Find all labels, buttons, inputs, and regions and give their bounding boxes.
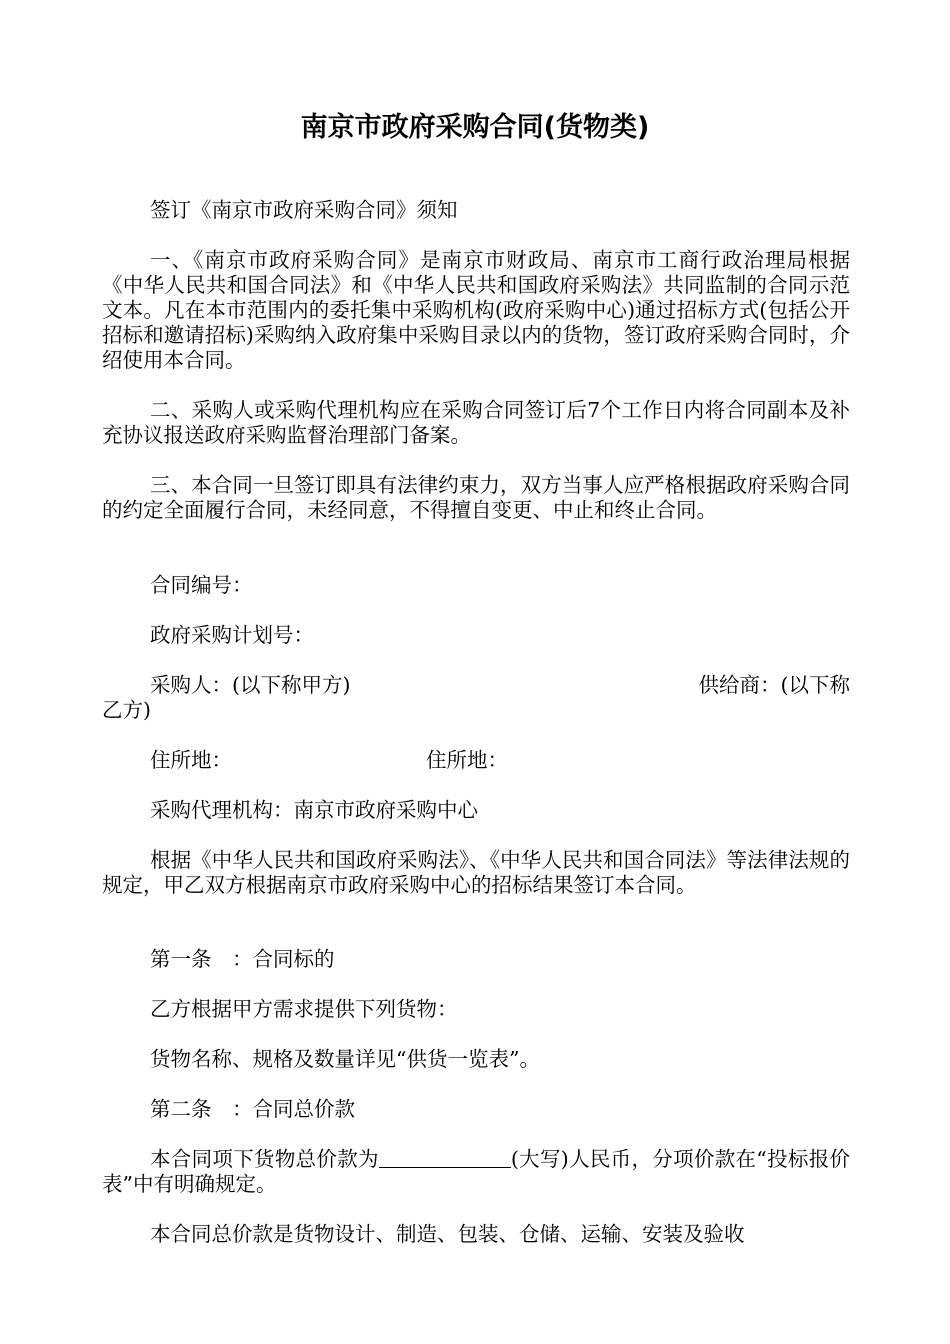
total-price-paragraph [102, 1147, 850, 1197]
price-scope-paragraph: 本合同总价款是货物设计、制造、包装、仓储、运输、安装及验收 [150, 1222, 745, 1246]
goods-detail: 货物名称、规格及数量详见“供货一览表”。 [150, 1047, 540, 1071]
supplier-address-label: 住所地： [426, 748, 508, 772]
total-price-blank [379, 1147, 511, 1168]
legal-basis-paragraph: 根据《中华人民共和国政府采购法》、《中华人民共和国合同法》等法律法规的规定，甲乙双方根据南京市政府采购中心的招标结果签订本合同。 [102, 848, 850, 897]
buyer-label: 采购人：(以下称甲方) [150, 673, 351, 697]
total-price-text-start: 本合同项下货物总价款为 [150, 1147, 379, 1171]
article-2-heading: 第二条 ：合同总价款 [150, 1097, 355, 1121]
notice-paragraph-3: 三、本合同一旦签订即具有法律约束力，双方当事人应严格根据政府采购合同的约定全面履行合同，未经同意，不得擅自变更、中止和终止合同。 [102, 473, 850, 522]
total-price-text-end: (大写)人民币，分项价款在“投标报价表”中有明确规定。 [102, 1147, 851, 1196]
supplier-label: 供给商：(以下称 [698, 673, 850, 697]
supplier-label-continued: 乙方) [102, 698, 151, 722]
procurement-agency: 采购代理机构：南京市政府采购中心 [150, 798, 478, 822]
notice-paragraph-1: 一、《南京市政府采购合同》是南京市财政局、南京市工商行政治理局根据《中华人民共和国合同法》和《中华人民共和国政府采购法》共同监制的合同示范文本。凡在本市范围内的委托集中采购机构(政府采购中心)通过招标方式(包括公开招标和邀请招标)采购纳入政府集中采购目录以内的货物，签订政府采购合同时，介绍使用本合同。 [102, 248, 850, 372]
buyer-address-label: 住所地： [150, 748, 232, 772]
procurement-plan-number-label: 政府采购计划号： [150, 623, 314, 647]
contract-number-label: 合同编号： [150, 573, 253, 597]
notice-paragraph-2: 二、采购人或采购代理机构应在采购合同签订后7个工作日内将合同副本及补充协议报送政府采购监督治理部门备案。 [102, 398, 850, 447]
goods-intro: 乙方根据甲方需求提供下列货物： [150, 997, 458, 1021]
notice-heading: 签订《南京市政府采购合同》须知 [150, 198, 458, 222]
document-title: 南京市政府采购合同(货物类) [300, 112, 650, 143]
article-1-heading: 第一条 ：合同标的 [150, 947, 335, 971]
